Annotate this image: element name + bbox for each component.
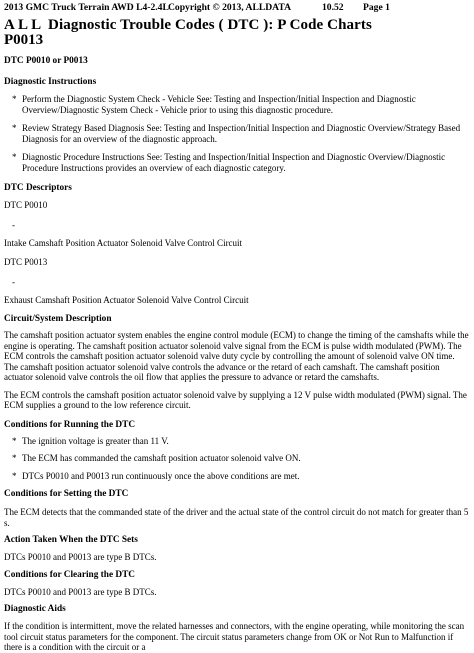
circuit-heading: Circuit/System Description [4, 314, 112, 324]
header-copyright: Copyright © 2013, ALLDATA [168, 2, 292, 13]
list-item-text: The ignition voltage is greater than 11 V. [22, 435, 169, 446]
list-item [4, 152, 470, 173]
header-page: Page 1 [363, 2, 390, 13]
dtc-descriptors-heading: DTC Descriptors [4, 183, 72, 193]
bullet-mark: * [12, 435, 17, 446]
conditions-clearing-text: DTCs P0010 and P0013 are type B DTCs. [4, 586, 157, 597]
diagnostic-aids-text: If the condition is intermittent, move the related harnesses and connectors, with the engine operating, while monitoring the scan tool circuit status parameters for the component. The circuit status parameters change from OK or Not Run to Malfunction if there is a condition with the circuit or a [4, 621, 465, 652]
list-item [4, 94, 470, 115]
dtc-description-2: Exhaust Camshaft Position Actuator Solenoid Valve Control Circuit [4, 294, 249, 305]
circuit-paragraph-2: The ECM controls the camshaft position actuator solenoid valve by supplying a 12 V pulse width modulated (PWM) signal. The ECM supplies a ground to the low reference circuit. [4, 389, 467, 410]
dash-separator: - [12, 219, 15, 230]
list-item-text: Diagnostic Procedure Instructions See: Testing and Inspection/Initial Inspection and Diagnostic Overview/Diagnostic Procedure Instructions provides an overview of each diagnostic category. [22, 152, 446, 173]
list-item [4, 123, 470, 144]
diagnostic-aids-heading: Diagnostic Aids [4, 604, 66, 614]
bullet-mark: * [12, 152, 17, 162]
dtc-code-2: DTC P0013 [4, 257, 48, 267]
circuit-paragraph-1: The camshaft position actuator system enables the engine control module (ECM) to change the timing of the camshafts while the engine is operating. The camshaft position actuator solenoid valve signal from the ECM is pulse width modulated (PWM). The ECM controls the camshaft position actuator solenoid valve duty cycle by controlling the amount of solenoid valve ON time. The camshaft position actuator solenoid valve controls the advance or the retard of each camshaft. The camshaft position actuator solenoid valve controls the oil flow that applies the pressure to advance or retard the camshafts. [4, 330, 469, 382]
list-item [4, 471, 470, 482]
conditions-running-heading: Conditions for Running the DTC [4, 419, 136, 430]
dtc-code-1: DTC P0010 [4, 200, 48, 210]
list-item-text: DTCs P0010 and P0013 run continuously once the above conditions are met. [22, 470, 300, 481]
list-item-text: The ECM has commanded the camshaft position actuator solenoid valve ON. [22, 453, 301, 463]
dtc-heading: DTC P0010 or P0013 [4, 56, 88, 66]
dash-separator: - [12, 276, 15, 287]
dtc-description-1: Intake Camshaft Position Actuator Solenoid Valve Control Circuit [4, 237, 243, 248]
page-header [4, 1, 470, 14]
bullet-mark: * [12, 123, 17, 133]
list-item-text: Review Strategy Based Diagnosis See: Testing and Inspection/Initial Inspection and Diagnostic Overview/Strategy Based Diagnosis for an overview of the diagnostic approach. [22, 123, 461, 144]
action-taken-heading: Action Taken When the DTC Sets [4, 535, 138, 545]
list-item [4, 453, 470, 464]
list-item-text: Perform the Diagnostic System Check - Vehicle See: Testing and Inspection/Initial Inspection and Diagnostic Overview/Diagnostic System Check - Vehicle prior to using this diagnostic procedure. [22, 94, 416, 115]
bullet-mark: * [12, 453, 17, 463]
header-version: 10.52 [322, 2, 344, 13]
diag-instructions-heading: Diagnostic Instructions [4, 77, 97, 87]
document-title: A L L Diagnostic Trouble Codes ( DTC ): P Code Charts [4, 17, 372, 33]
document-page [4, 0, 470, 653]
conditions-setting-heading: Conditions for Setting the DTC [4, 489, 129, 499]
document-subtitle: P0013 [4, 32, 44, 48]
bullet-mark: * [12, 470, 17, 481]
list-item [4, 436, 470, 447]
header-vehicle: 2013 GMC Truck Terrain AWD L4-2.4L [4, 2, 169, 13]
conditions-setting-text: The ECM detects that the commanded state of the driver and the actual state of the control circuit do not match for greater than 5 s. [4, 507, 469, 528]
bullet-mark: * [12, 94, 17, 104]
conditions-clearing-heading: Conditions for Clearing the DTC [4, 569, 136, 580]
action-taken-text: DTCs P0010 and P0013 are type B DTCs. [4, 552, 157, 562]
